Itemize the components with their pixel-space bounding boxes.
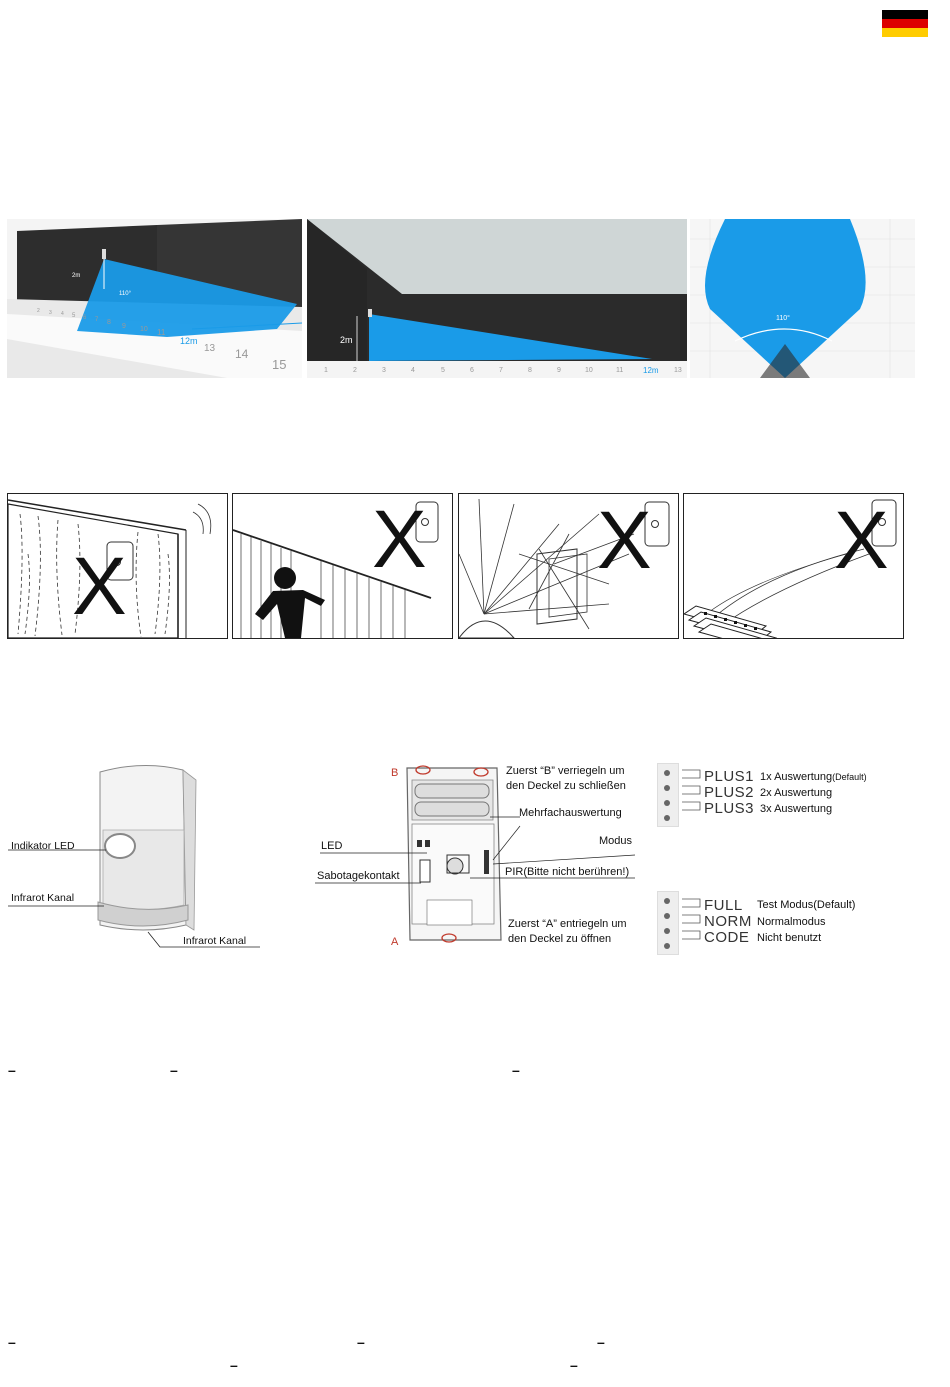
mode-plus2-desc: 2x Auswertung [760, 787, 833, 799]
label-led: LED [321, 840, 343, 852]
warning-x-mark: X [372, 494, 427, 585]
jumper-pin [664, 913, 670, 919]
svg-text:3: 3 [382, 367, 386, 374]
jumper-pin [664, 770, 670, 776]
warning-x-mark: X [834, 495, 889, 586]
svg-text:15: 15 [272, 357, 287, 372]
flag-stripe-red [882, 19, 928, 28]
dash-mark: – [357, 1334, 365, 1350]
mode-plus1: PLUS1 [704, 768, 755, 785]
mode-plus2: PLUS2 [704, 784, 755, 801]
dash-mark: – [512, 1062, 520, 1078]
jumper-pin [664, 785, 670, 791]
label-lock-b-line2: den Deckel zu schließen [506, 780, 626, 792]
svg-text:8: 8 [107, 319, 111, 326]
warning-panel-vibration [7, 493, 228, 639]
warning-x-mark: X [72, 541, 127, 632]
coverage-top-image [690, 219, 915, 378]
svg-text:4: 4 [61, 311, 64, 317]
svg-text:6: 6 [83, 315, 87, 321]
mode-code-desc: Nicht benutzt [757, 932, 822, 944]
svg-text:5: 5 [72, 313, 76, 319]
mode-plus3-desc: 3x Auswertung [760, 803, 833, 815]
warning-panel-curtain [232, 493, 453, 639]
pir-sensor-drawing [8, 760, 268, 960]
coverage-perspective-image [7, 219, 302, 378]
svg-text:3: 3 [49, 310, 52, 316]
side-distance-label: 12m [643, 366, 659, 375]
svg-text:5: 5 [441, 367, 445, 374]
coverage-distance-label: 12m [180, 336, 198, 346]
jumper-pin [664, 928, 670, 934]
plus-mode-jumper [657, 763, 679, 827]
label-infrared-channel: Infrarot Kanal [11, 892, 75, 904]
svg-text:11: 11 [157, 328, 166, 337]
svg-text:10: 10 [585, 367, 593, 374]
mode-plus1-desc-text: 1x Auswertung [760, 771, 833, 783]
dash-mark: – [597, 1334, 605, 1350]
top-angle-label: 110° [776, 315, 790, 322]
warning-panel-sunlight [458, 493, 679, 639]
plus-mode-list [680, 768, 910, 820]
mode-plus1-desc [760, 771, 867, 783]
svg-text:1: 1 [324, 367, 328, 374]
coverage-perspective-svg [7, 219, 302, 378]
dash-mark: – [8, 1334, 16, 1350]
test-mode-jumper [657, 891, 679, 955]
warning-x-mark: X [597, 495, 652, 586]
svg-text:2: 2 [37, 308, 40, 314]
coverage-top-svg [690, 219, 915, 378]
svg-text:2: 2 [353, 367, 357, 374]
jumper-pin [664, 943, 670, 949]
label-multi-evaluation: Mehrfachauswertung [519, 807, 622, 819]
label-unlock-a-line1: Zuerst “A” entriegeln um [508, 918, 627, 930]
coverage-height-label: 2m [72, 273, 81, 279]
mode-code: CODE [704, 929, 750, 946]
svg-text:11: 11 [616, 367, 624, 374]
flag-stripe-black [882, 10, 928, 19]
svg-text:6: 6 [470, 367, 474, 374]
test-mode-list [680, 897, 910, 949]
svg-text:7: 7 [499, 367, 503, 374]
dash-mark: – [230, 1357, 238, 1373]
label-lock-b-line1: Zuerst “B” verriegeln um [506, 765, 625, 777]
label-latch-a: A [391, 936, 399, 948]
label-infrared-channel-bottom: Infrarot Kanal [183, 935, 247, 947]
board-illustration [315, 760, 645, 960]
coverage-angle-label: 110° [119, 291, 131, 297]
label-pir: PIR(Bitte nicht berühren!) [505, 866, 630, 878]
warning-panel-heater [683, 493, 904, 639]
mode-full: FULL [704, 897, 743, 914]
svg-text:7: 7 [95, 317, 99, 323]
coverage-side-image [307, 219, 687, 378]
mode-plus3: PLUS3 [704, 800, 755, 817]
label-indicator-led: Indikator LED [11, 840, 75, 852]
svg-text:8: 8 [528, 367, 532, 374]
label-modus: Modus [599, 835, 633, 847]
german-flag-icon [882, 10, 928, 37]
side-height-label: 2m [340, 335, 353, 345]
jumper-pin [664, 800, 670, 806]
jumper-pin [664, 815, 670, 821]
label-unlock-a-line2: den Deckel zu öffnen [508, 933, 612, 945]
svg-text:9: 9 [557, 367, 561, 374]
flag-stripe-gold [882, 28, 928, 37]
mode-norm-desc: Normalmodus [757, 916, 826, 928]
svg-text:9: 9 [122, 323, 126, 330]
mode-full-desc: Test Modus(Default) [757, 899, 856, 911]
mode-plus1-default-note: (Default) [832, 772, 867, 782]
svg-text:14: 14 [235, 347, 249, 361]
dash-mark: – [170, 1062, 178, 1078]
label-tamper-switch: Sabotagekontakt [317, 870, 400, 882]
coverage-side-svg [307, 219, 687, 378]
jumper-pin [664, 898, 670, 904]
dash-mark: – [8, 1062, 16, 1078]
mode-norm: NORM [704, 913, 752, 930]
svg-text:4: 4 [411, 367, 415, 374]
dash-mark: – [570, 1357, 578, 1373]
svg-text:10: 10 [140, 326, 148, 333]
label-latch-b: B [391, 767, 399, 779]
svg-text:13: 13 [674, 367, 682, 374]
device-illustration [8, 760, 268, 960]
svg-text:13: 13 [204, 343, 216, 354]
